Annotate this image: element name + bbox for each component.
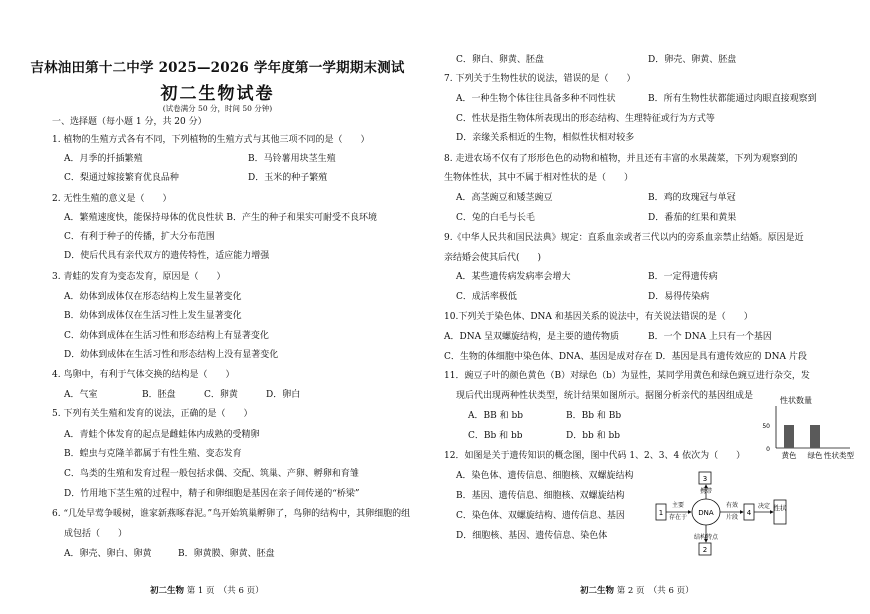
chart-tick-50: 50 [762, 423, 770, 430]
question-4: 4. 鸟卵中，有利于气体交换的结构是（ ） [52, 370, 235, 380]
left-footer [150, 584, 264, 596]
edge-label-exist: 存在于 [668, 514, 688, 521]
question-6-cont: 成包括（ ） [64, 529, 128, 539]
q8-option-b: B．鸡的玫瑰冠与单冠 [648, 193, 736, 203]
question-7: 7. 下列关于生物性状的说法，错误的是（ ） [444, 74, 636, 84]
question-10: 10.下列关于染色体、DNA 和基因关系的说法中，有关说法错误的是（ ） [444, 312, 753, 322]
question-3: 3. 青蛙的发育为变态发育，原因是（ ） [52, 272, 226, 282]
q10-option-b: B．一个 DNA 上只有一个基因 [648, 332, 772, 342]
q4-option-b: B．胚盘 [142, 390, 176, 400]
exam-subtitle: 初二生物试卷 [160, 84, 275, 104]
edge-label-determine: 决定 [757, 503, 771, 510]
chart-category-green: 绿色 [807, 451, 823, 460]
exam-note: (试卷满分 50 分，时间 50 分钟) [162, 104, 273, 113]
left-footer-subject: 初二生物 [150, 586, 185, 596]
q11-option-d: D．bb 和 bb [566, 431, 620, 441]
chart-ylabel: 性状数量 [780, 396, 812, 405]
q7-option-b: B．所有生物性状都能通过肉眼直接观察到 [648, 94, 817, 104]
section-heading: 一、选择题（每小题 1 分，共 20 分） [52, 117, 207, 127]
q12-option-b: B．基因、遗传信息、细胞核、双螺旋结构 [456, 491, 625, 501]
q4-option-c: C．卵黄 [204, 390, 238, 400]
question-9-cont: 亲结婚会使其后代( ) [444, 253, 542, 263]
q9-option-a: A．某些遗传病发病率会增大 [456, 272, 571, 282]
q8-option-c: C．兔的白毛与长毛 [456, 213, 535, 223]
question-9: 9.《中华人民共和国民法典》规定：直系血亲或者三代以内的旁系血亲禁止结婚。原因是近 [444, 233, 804, 243]
concept-box-3-label: 3 [702, 475, 708, 483]
edge-label-structure: 结构特点 [693, 534, 719, 541]
q6-option-c: C．卵白、卵黄、胚盘 [456, 55, 544, 65]
q12-option-d: D．细胞核、基因、遗传信息、染色体 [456, 531, 608, 541]
right-footer-page: 第 2 页 （共 6 页） [616, 586, 694, 596]
question-11-cont: 现后代出现两种性状类型，统计结果如图所示。据图分析亲代的基因组成是 [456, 391, 754, 401]
edge-label-fragment: 片段 [725, 514, 739, 521]
trait-bar-chart [758, 392, 866, 462]
q5-option-a: A．青蛙个体发育的起点是雌蛙体内成熟的受精卵 [64, 430, 260, 440]
q6-option-a: A．卵壳、卵白、卵黄 [64, 549, 152, 559]
question-12: 12．如图是关于遗传知识的概念图，图中代码 1、2、3、4 依次为（ ） [444, 451, 746, 461]
q4-option-a: A．气室 [64, 390, 98, 400]
q1-option-d: D．玉米的种子繁殖 [248, 173, 328, 183]
q3-option-a: A．幼体到成体仅在形态结构上发生显著变化 [64, 292, 242, 302]
genetics-concept-map [652, 470, 798, 558]
q9-option-c: C．成活率极低 [456, 292, 517, 302]
q7-option-c: C．性状是指生物体所表现出的形态结构、生理特征或行为方式等 [456, 114, 715, 124]
q1-option-c: C．梨通过嫁接繁育优良品种 [64, 173, 179, 183]
concept-box-2-label: 2 [702, 546, 708, 554]
q12-option-a: A．染色体、遗传信息、细胞核、双螺旋结构 [456, 471, 634, 481]
question-5: 5. 下列有关生殖和发育的说法，正确的是（ ） [52, 409, 253, 419]
concept-dna-label: DNA [698, 509, 714, 517]
question-1: 1. 植物的生殖方式各有不同，下列植物的生殖方式与其他三项不同的是（ ） [52, 135, 370, 145]
question-6: 6. “几处早莺争暖树，谁家新燕啄春泥。”鸟开始筑巢孵卵了，鸟卵的结构中，其卵细胞的组 [52, 509, 411, 519]
q7-option-a: A．一种生物个体往往具备多种不同性状 [456, 94, 616, 104]
q9-option-d: D．易得传染病 [648, 292, 710, 302]
chart-xlabel: 性状类型 [824, 451, 854, 460]
edge-label-effective: 有效 [725, 502, 739, 509]
exam-title: 吉林油田第十二中学 2025—2026 学年度第一学期期末测试 [30, 60, 405, 76]
q2-option-ab: A．繁殖速度快，能保持母体的优良性状 B．产生的种子和果实可耐受不良环境 [64, 213, 377, 223]
q6-option-b: B．卵黄膜、卵黄、胚盘 [178, 549, 275, 559]
q2-option-d: D．使后代具有亲代双方的遗传特性，适应能力增强 [64, 251, 270, 261]
question-2: 2. 无性生殖的意义是（ ） [52, 194, 172, 204]
right-footer [580, 584, 694, 596]
q8-option-d: D．番茄的红果和黄果 [648, 213, 737, 223]
q3-option-c: C．幼体到成体在生活习性和形态结构上有显著变化 [64, 331, 269, 341]
q11-option-a: A．BB 和 bb [468, 411, 523, 421]
q5-option-d: D．竹用地下茎生殖的过程中，精子和卵细胞是基因在亲子间传递的“桥梁” [64, 489, 360, 499]
q1-option-a: A．月季的扦插繁殖 [64, 154, 143, 164]
question-8-cont: 生物体性状，其中不属于相对性状的是（ ） [444, 173, 634, 183]
q4-option-d: D．卵白 [266, 390, 301, 400]
question-11: 11．豌豆子叶的颜色黄色（B）对绿色（b）为显性，某同学用黄色和绿色豌豆进行杂交，发 [444, 371, 810, 381]
right-footer-subject: 初二生物 [580, 586, 615, 596]
q8-option-a: A．高茎豌豆和矮茎豌豆 [456, 193, 553, 203]
q9-option-b: B．一定得遗传病 [648, 272, 718, 282]
q1-option-b: B．马铃薯用块茎生殖 [248, 154, 336, 164]
question-8: 8. 走进农场不仅有了形形色色的动物和植物，并且还有丰富的水果蔬菜，下列为观察到的 [444, 154, 798, 164]
chart-bar-green [810, 425, 820, 448]
q6-option-d: D．卵壳、卵黄、胚盘 [648, 55, 737, 65]
concept-trait-label: 性状 [773, 504, 787, 512]
chart-tick-0: 0 [766, 446, 770, 453]
q5-option-b: B．蝗虫与克隆羊都属于有性生殖、变态发育 [64, 449, 242, 459]
q3-option-b: B．幼体到成体仅在生活习性上发生显著变化 [64, 311, 242, 321]
concept-box-1-label: 1 [658, 509, 664, 517]
edge-label-main: 主要 [671, 502, 685, 509]
q10-option-cd: C．生物的体细胞中染色体、DNA、基因是成对存在 D．基因是具有遗传效应的 DNA 片段 [444, 352, 807, 362]
left-footer-page: 第 1 页 （共 6 页） [186, 586, 264, 596]
q11-option-b: B．Bb 和 Bb [566, 411, 622, 421]
q11-option-c: C．Bb 和 bb [468, 431, 523, 441]
q3-option-d: D．幼体到成体在生活习性和形态结构上没有显著变化 [64, 350, 279, 360]
q12-option-c: C．染色体、双螺旋结构、遗传信息、基因 [456, 511, 625, 521]
q2-option-c: C．有利于种子的传播，扩大分布范围 [64, 232, 215, 242]
chart-bar-yellow [784, 425, 794, 448]
edge-label-carry: 携带 [699, 488, 713, 495]
chart-category-yellow: 黄色 [781, 451, 797, 460]
q10-option-a: A．DNA 呈双螺旋结构，是主要的遗传物质 [444, 332, 619, 342]
concept-box-4-label: 4 [746, 509, 752, 517]
q7-option-d: D．亲缘关系相近的生物，相似性状相对较多 [456, 133, 635, 143]
q5-option-c: C．鸟类的生殖和发育过程一般包括求偶、交配、筑巢、产卵、孵卵和育雏 [64, 469, 359, 479]
